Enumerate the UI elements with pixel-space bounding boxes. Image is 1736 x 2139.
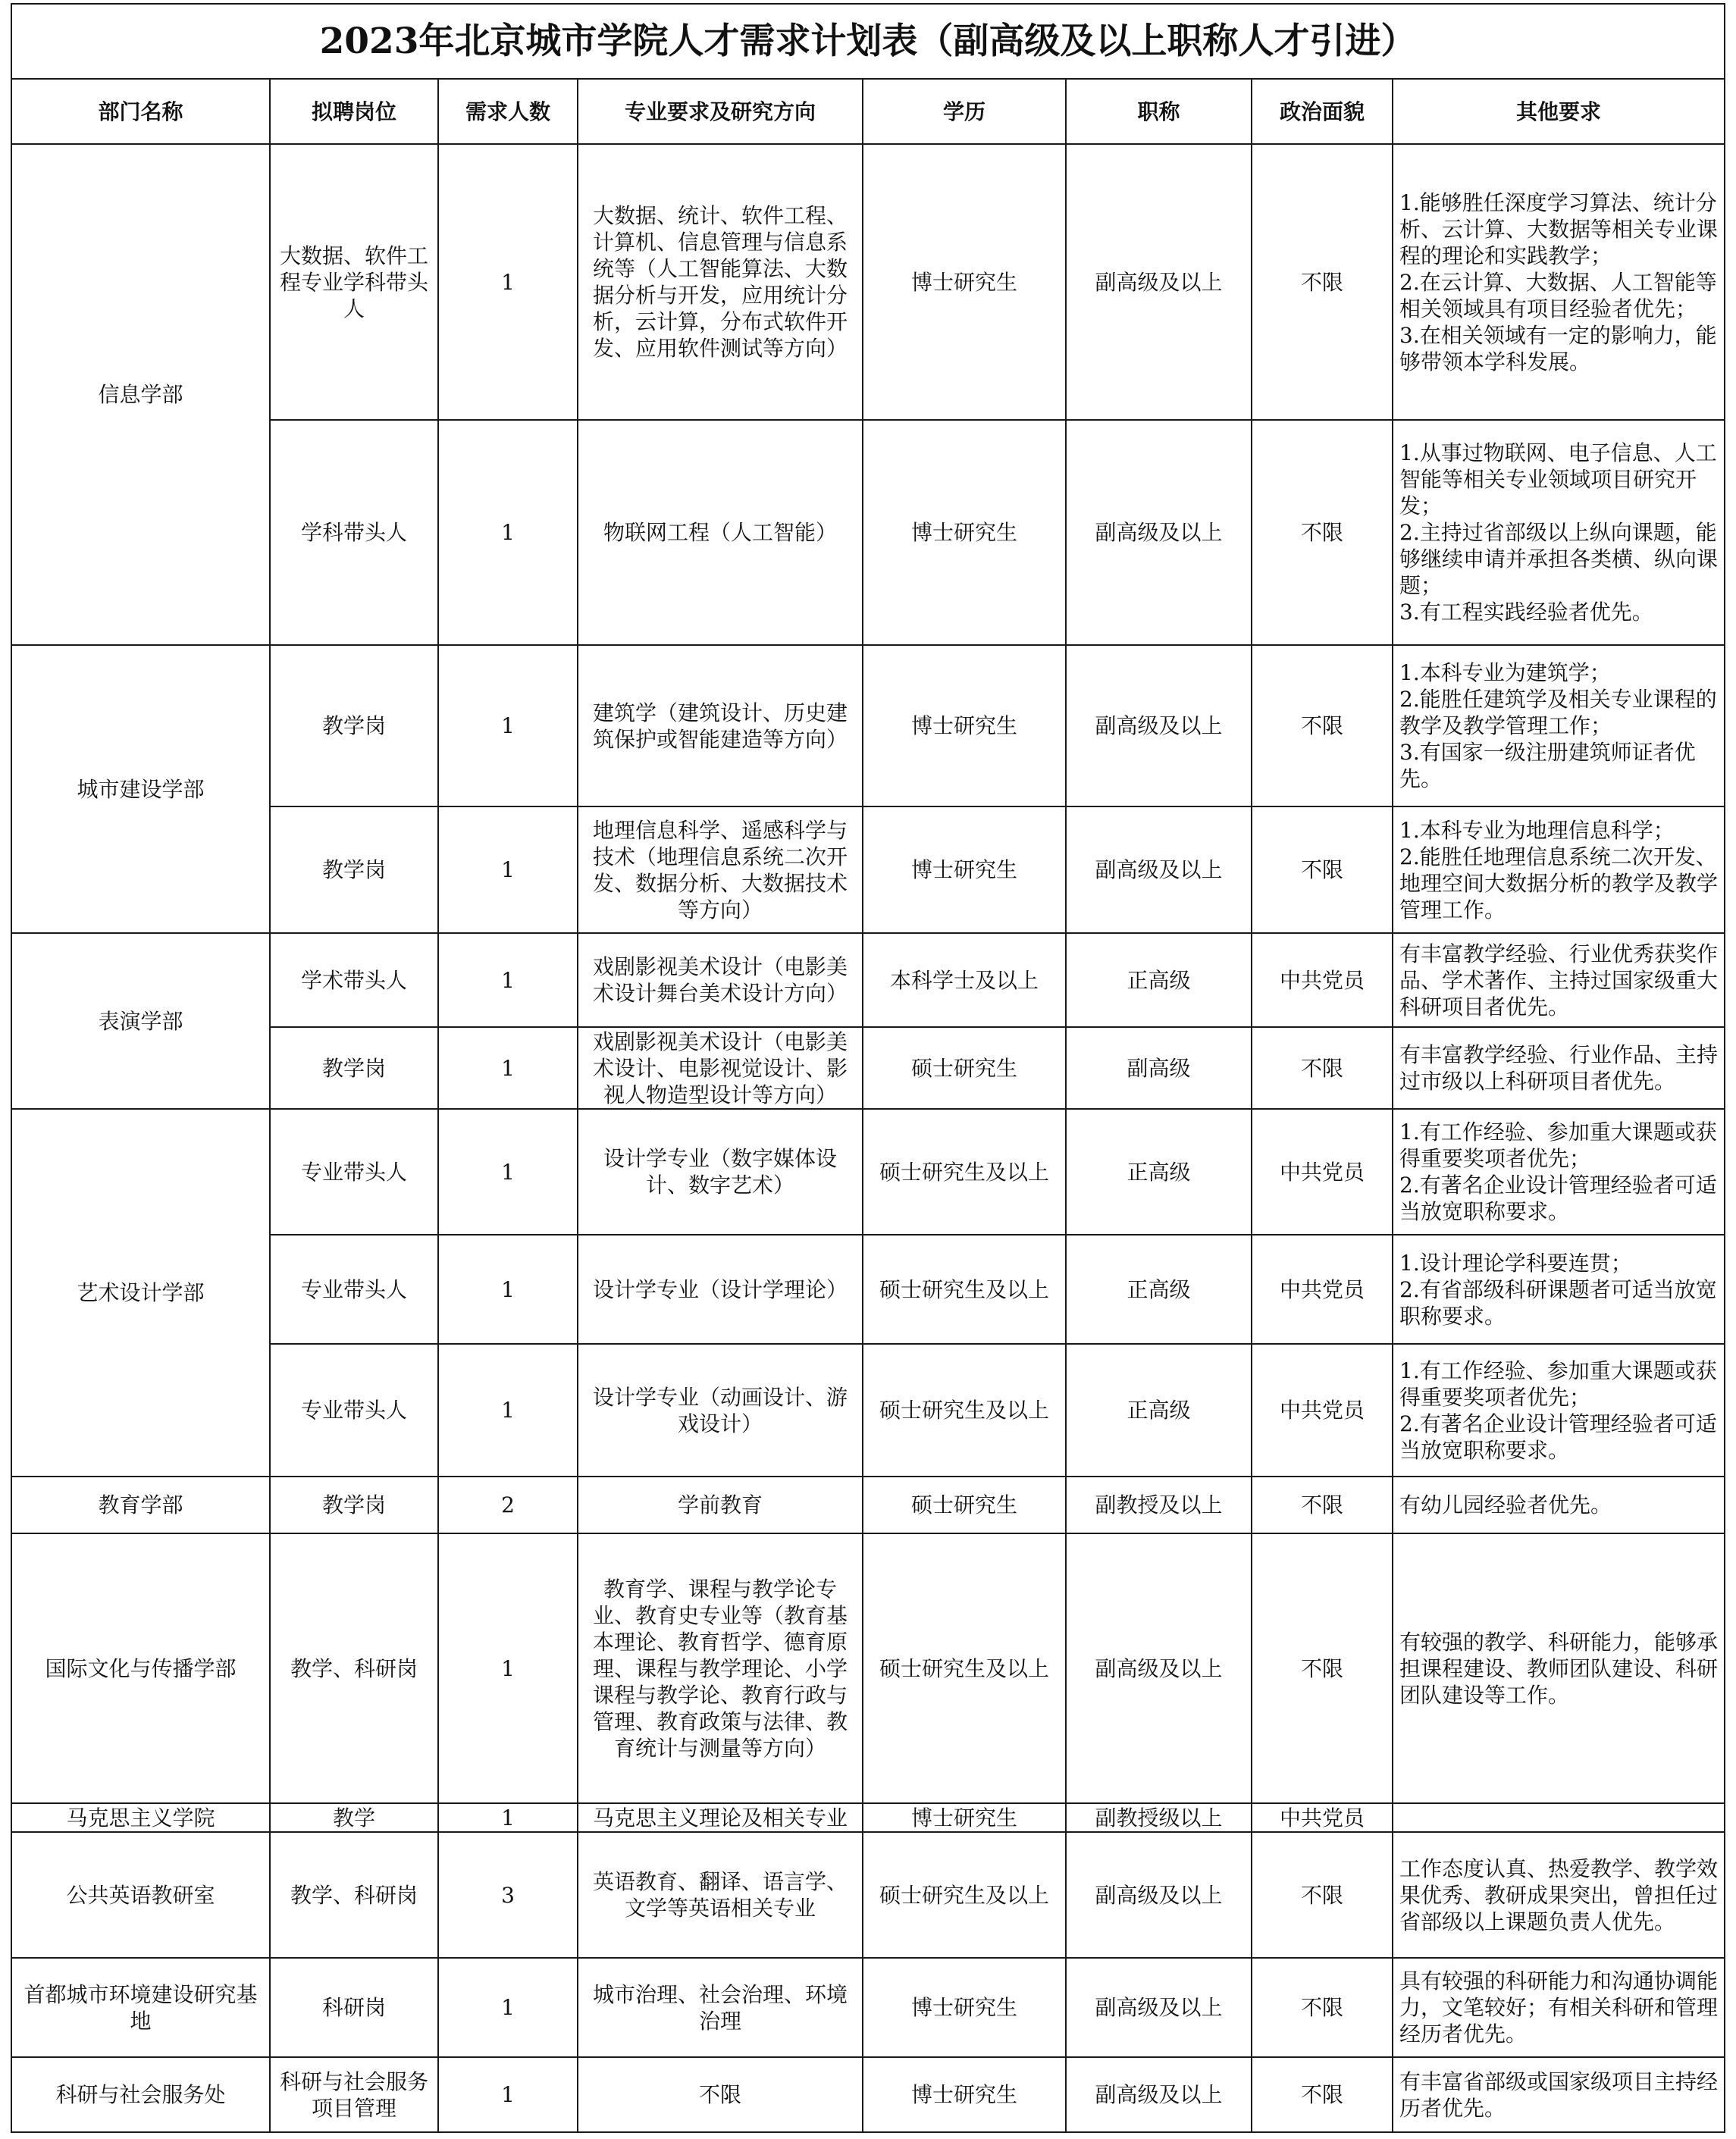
other-cell: 1.从事过物联网、电子信息、人工智能等相关专业领域项目研究开发； 2.主持过省部级以上纵向课题，能够继续申请并承担各类横、纵向课题； 3.有工程实践经验者优先。 (1393, 421, 1724, 644)
education-cell: 硕士研究生及以上 (863, 1345, 1065, 1476)
politics-cell: 中共党员 (1252, 1110, 1392, 1234)
education-cell: 博士研究生 (863, 1959, 1065, 2056)
count-cell: 3 (439, 1833, 577, 1957)
education-cell: 硕士研究生及以上 (863, 1235, 1065, 1343)
post-cell: 教学 (271, 1804, 437, 1831)
other-cell: 1.本科专业为地理信息科学； 2.能胜任地理信息系统二次开发、地理空间大数据分析的教学及教学管理工作。 (1393, 807, 1724, 932)
major-cell: 教育学、课程与教学论专业、教育史专业等（教育基本理论、教育哲学、德育原理、课程与教学理论、小学课程与教学论、教育行政与管理、教育政策与法律、教育统计与测量等方向） (578, 1534, 862, 1802)
politics-cell: 不限 (1252, 1477, 1392, 1533)
post-cell: 教学岗 (271, 807, 437, 932)
post-cell: 专业带头人 (271, 1345, 437, 1476)
count-cell: 1 (439, 421, 577, 644)
dept-name-cell: 表演学部 (12, 934, 269, 1108)
title-cell: 副高级及以上 (1067, 2058, 1251, 2131)
dept-name-cell: 科研与社会服务处 (12, 2058, 269, 2131)
header-other: 其他要求 (1393, 80, 1724, 143)
major-cell: 建筑学（建筑设计、历史建筑保护或智能建造等方向） (578, 646, 862, 806)
other-cell: 具有较强的科研能力和沟通协调能力，文笔较好；有相关科研和管理经历者优先。 (1393, 1959, 1724, 2056)
major-cell: 物联网工程（人工智能） (578, 421, 862, 644)
title-cell: 副教授级以上 (1067, 1804, 1251, 1831)
politics-cell: 不限 (1252, 1833, 1392, 1957)
education-cell: 本科学士及以上 (863, 934, 1065, 1026)
title-cell: 副高级及以上 (1067, 421, 1251, 644)
title-cell: 正高级 (1067, 934, 1251, 1026)
title-cell: 副高级 (1067, 1028, 1251, 1108)
other-cell: 有丰富省部级或国家级项目主持经历者优先。 (1393, 2058, 1724, 2131)
other-cell: 1.本科专业为建筑学； 2.能胜任建筑学及相关专业课程的教学及教学管理工作； 3.有国家一级注册建筑师证者优先。 (1393, 646, 1724, 806)
dept-name-cell: 艺术设计学部 (12, 1110, 269, 1476)
politics-cell: 不限 (1252, 807, 1392, 932)
dept-name-cell: 首都城市环境建设研究基地 (12, 1959, 269, 2056)
major-cell: 设计学专业（数字媒体设计、数字艺术） (578, 1110, 862, 1234)
politics-cell: 不限 (1252, 421, 1392, 644)
post-cell: 专业带头人 (271, 1235, 437, 1343)
other-cell: 1.设计理论学科要连贯； 2.有省部级科研课题者可适当放宽职称要求。 (1393, 1235, 1724, 1343)
post-cell: 教学岗 (271, 1028, 437, 1108)
post-cell: 教学岗 (271, 1477, 437, 1533)
header-post: 拟聘岗位 (271, 80, 437, 143)
politics-cell: 不限 (1252, 1028, 1392, 1108)
major-cell: 城市治理、社会治理、环境治理 (578, 1959, 862, 2056)
politics-cell: 不限 (1252, 1959, 1392, 2056)
count-cell: 1 (439, 1028, 577, 1108)
politics-cell: 不限 (1252, 1534, 1392, 1802)
count-cell: 1 (439, 1235, 577, 1343)
politics-cell: 中共党员 (1252, 934, 1392, 1026)
count-cell: 2 (439, 1477, 577, 1533)
table-title: 2023年北京城市学院人才需求计划表（副高级及以上职称人才引进） (12, 5, 1724, 78)
major-cell: 地理信息科学、遥感科学与技术（地理信息系统二次开发、数据分析、大数据技术等方向） (578, 807, 862, 932)
other-cell: 有丰富教学经验、行业作品、主持过市级以上科研项目者优先。 (1393, 1028, 1724, 1108)
major-cell: 设计学专业（设计学理论） (578, 1235, 862, 1343)
title-cell: 正高级 (1067, 1235, 1251, 1343)
education-cell: 硕士研究生及以上 (863, 1833, 1065, 1957)
major-cell: 戏剧影视美术设计（电影美术设计、电影视觉设计、影视人物造型设计等方向） (578, 1028, 862, 1108)
count-cell: 1 (439, 934, 577, 1026)
post-cell: 教学、科研岗 (271, 1534, 437, 1802)
politics-cell: 不限 (1252, 145, 1392, 419)
dept-name-cell: 公共英语教研室 (12, 1833, 269, 1957)
title-cell: 副高级及以上 (1067, 1534, 1251, 1802)
politics-cell: 不限 (1252, 646, 1392, 806)
education-cell: 硕士研究生及以上 (863, 1534, 1065, 1802)
title-cell: 副教授及以上 (1067, 1477, 1251, 1533)
title-cell: 正高级 (1067, 1345, 1251, 1476)
politics-cell: 中共党员 (1252, 1804, 1392, 1831)
title-cell: 正高级 (1067, 1110, 1251, 1234)
dept-name-cell: 教育学部 (12, 1477, 269, 1533)
header-major: 专业要求及研究方向 (578, 80, 862, 143)
count-cell: 1 (439, 646, 577, 806)
count-cell: 1 (439, 1959, 577, 2056)
post-cell: 科研与社会服务项目管理 (271, 2058, 437, 2131)
major-cell: 大数据、统计、软件工程、计算机、信息管理与信息系统等（人工智能算法、大数据分析与开发，应用统计分析，云计算，分布式软件开发、应用软件测试等方向） (578, 145, 862, 419)
header-dept: 部门名称 (12, 80, 269, 143)
other-cell: 有幼儿园经验者优先。 (1393, 1477, 1724, 1533)
politics-cell: 中共党员 (1252, 1235, 1392, 1343)
header-title: 职称 (1067, 80, 1251, 143)
major-cell: 戏剧影视美术设计（电影美术设计舞台美术设计方向） (578, 934, 862, 1026)
other-cell: 工作态度认真、热爱教学、教学效果优秀、教研成果突出，曾担任过省部级以上课题负责人优先。 (1393, 1833, 1724, 1957)
dept-name-cell: 信息学部 (12, 145, 269, 644)
politics-cell: 中共党员 (1252, 1345, 1392, 1476)
education-cell: 博士研究生 (863, 646, 1065, 806)
title-cell: 副高级及以上 (1067, 1833, 1251, 1957)
politics-cell: 不限 (1252, 2058, 1392, 2131)
header-count: 需求人数 (439, 80, 577, 143)
major-cell: 学前教育 (578, 1477, 862, 1533)
education-cell: 博士研究生 (863, 421, 1065, 644)
dept-name-cell: 马克思主义学院 (12, 1804, 269, 1831)
education-cell: 硕士研究生 (863, 1028, 1065, 1108)
education-cell: 博士研究生 (863, 1804, 1065, 1831)
other-cell: 有较强的教学、科研能力，能够承担课程建设、教师团队建设、科研团队建设等工作。 (1393, 1534, 1724, 1802)
post-cell: 学术带头人 (271, 934, 437, 1026)
education-cell: 博士研究生 (863, 807, 1065, 932)
header-politics: 政治面貌 (1252, 80, 1392, 143)
other-cell (1393, 1804, 1724, 1831)
header-education: 学历 (863, 80, 1065, 143)
title-cell: 副高级及以上 (1067, 1959, 1251, 2056)
post-cell: 科研岗 (271, 1959, 437, 2056)
major-cell: 不限 (578, 2058, 862, 2131)
count-cell: 1 (439, 145, 577, 419)
other-cell: 有丰富教学经验、行业优秀获奖作品、学术著作、主持过国家级重大科研项目者优先。 (1393, 934, 1724, 1026)
education-cell: 博士研究生 (863, 145, 1065, 419)
count-cell: 1 (439, 2058, 577, 2131)
count-cell: 1 (439, 1804, 577, 1831)
dept-name-cell: 国际文化与传播学部 (12, 1534, 269, 1802)
major-cell: 英语教育、翻译、语言学、文学等英语相关专业 (578, 1833, 862, 1957)
post-cell: 学科带头人 (271, 421, 437, 644)
post-cell: 大数据、软件工程专业学科带头人 (271, 145, 437, 419)
count-cell: 1 (439, 807, 577, 932)
post-cell: 专业带头人 (271, 1110, 437, 1234)
count-cell: 1 (439, 1534, 577, 1802)
count-cell: 1 (439, 1345, 577, 1476)
count-cell: 1 (439, 1110, 577, 1234)
major-cell: 马克思主义理论及相关专业 (578, 1804, 862, 1831)
education-cell: 硕士研究生及以上 (863, 1110, 1065, 1234)
other-cell: 1.能够胜任深度学习算法、统计分析、云计算、大数据等相关专业课程的理论和实践教学； 2.在云计算、大数据、人工智能等相关领域具有项目经验者优先； 3.在相关领域有一定的影响力，能够带领本学科发展。 (1393, 145, 1724, 419)
post-cell: 教学、科研岗 (271, 1833, 437, 1957)
title-cell: 副高级及以上 (1067, 807, 1251, 932)
post-cell: 教学岗 (271, 646, 437, 806)
recruitment-table (11, 3, 1725, 2133)
major-cell: 设计学专业（动画设计、游戏设计） (578, 1345, 862, 1476)
dept-name-cell: 城市建设学部 (12, 646, 269, 932)
education-cell: 博士研究生 (863, 2058, 1065, 2131)
title-cell: 副高级及以上 (1067, 646, 1251, 806)
title-cell: 副高级及以上 (1067, 145, 1251, 419)
other-cell: 1.有工作经验、参加重大课题或获得重要奖项者优先； 2.有著名企业设计管理经验者可适当放宽职称要求。 (1393, 1345, 1724, 1476)
other-cell: 1.有工作经验、参加重大课题或获得重要奖项者优先； 2.有著名企业设计管理经验者可适当放宽职称要求。 (1393, 1110, 1724, 1234)
education-cell: 硕士研究生 (863, 1477, 1065, 1533)
